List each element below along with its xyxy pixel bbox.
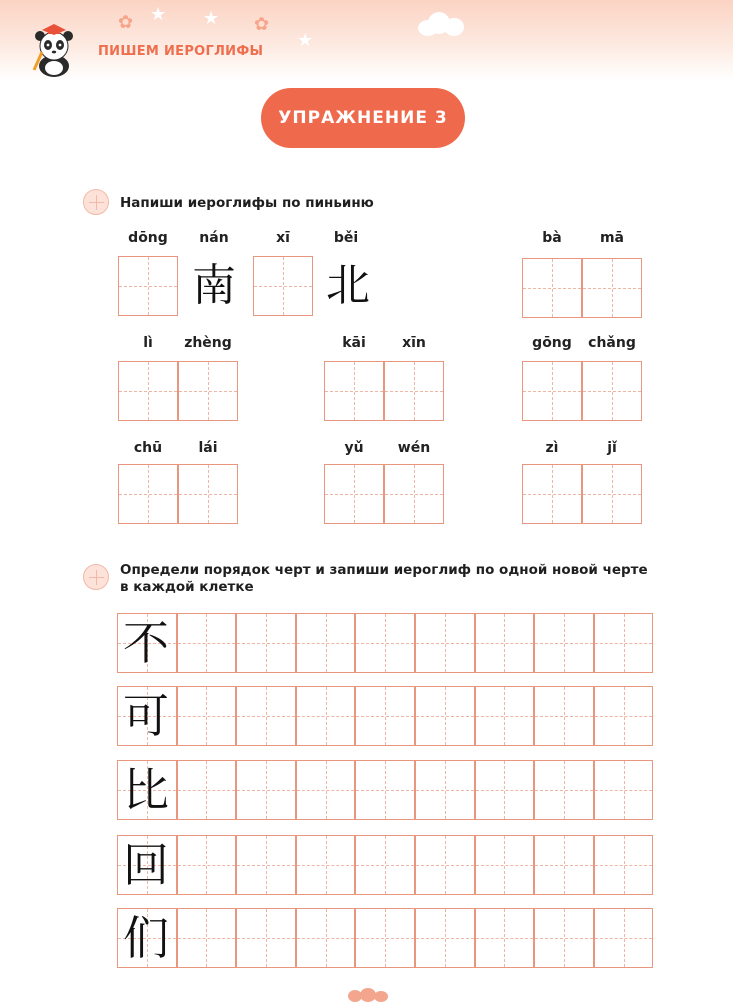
model-character: 回: [123, 838, 169, 892]
task2-instruction-line2: в каждой клетке: [120, 579, 254, 595]
practice-cell[interactable]: [594, 760, 654, 820]
writing-cell[interactable]: [178, 361, 238, 421]
model-character: 们: [123, 911, 169, 965]
practice-cell[interactable]: [236, 613, 296, 673]
practice-cell[interactable]: [177, 835, 237, 895]
panda-mascot-icon: [28, 22, 80, 78]
pinyin-label: mā: [599, 230, 625, 246]
practice-cell[interactable]: [177, 760, 237, 820]
practice-cell[interactable]: [475, 613, 535, 673]
pinyin-label: kāi: [342, 335, 366, 351]
practice-cell[interactable]: [534, 760, 594, 820]
star-icon: ★: [150, 4, 167, 25]
practice-cell[interactable]: [475, 835, 535, 895]
writing-cell[interactable]: [384, 464, 444, 524]
practice-cell[interactable]: [355, 908, 415, 968]
writing-cell[interactable]: [324, 361, 384, 421]
practice-cell[interactable]: [534, 613, 594, 673]
star-icon: ★: [203, 8, 220, 29]
practice-cell[interactable]: [296, 686, 356, 746]
writing-cell[interactable]: [522, 464, 582, 524]
pinyin-label: chū: [133, 440, 163, 456]
writing-cell[interactable]: [118, 256, 178, 316]
practice-cell[interactable]: [415, 908, 475, 968]
pinyin-label: xī: [276, 230, 290, 246]
practice-cell[interactable]: [296, 835, 356, 895]
flower-icon: ✿: [118, 12, 134, 33]
practice-cell[interactable]: [296, 613, 356, 673]
writing-cell[interactable]: [118, 464, 178, 524]
pinyin-label: běi: [333, 230, 359, 246]
task-marker-icon: [83, 189, 109, 215]
practice-cell[interactable]: [475, 908, 535, 968]
practice-cell[interactable]: [594, 908, 654, 968]
cloud-icon: [418, 12, 466, 38]
pinyin-label: gōng: [532, 335, 572, 351]
practice-cell[interactable]: [177, 686, 237, 746]
practice-cell[interactable]: [594, 613, 654, 673]
practice-cell[interactable]: [594, 835, 654, 895]
practice-cell[interactable]: [236, 908, 296, 968]
pinyin-label: wén: [397, 440, 431, 456]
model-character: 不: [123, 616, 169, 670]
practice-cell[interactable]: [177, 613, 237, 673]
sample-character: 南: [192, 260, 236, 311]
practice-cell[interactable]: [475, 760, 535, 820]
practice-cell[interactable]: [296, 760, 356, 820]
practice-cell[interactable]: [296, 908, 356, 968]
pinyin-label: bà: [542, 230, 562, 246]
model-character: 可: [123, 689, 169, 743]
writing-cell[interactable]: [582, 258, 642, 318]
practice-cell[interactable]: [236, 686, 296, 746]
sample-character: 北: [326, 260, 370, 311]
exercise-title: УПРАЖНЕНИЕ 3: [261, 88, 465, 148]
practice-cell[interactable]: [534, 835, 594, 895]
practice-cell[interactable]: [236, 760, 296, 820]
practice-cell[interactable]: [236, 835, 296, 895]
writing-cell[interactable]: [118, 361, 178, 421]
header-band: [0, 0, 733, 80]
flower-decoration-icon: [348, 988, 388, 1000]
practice-cell[interactable]: [355, 686, 415, 746]
writing-cell[interactable]: [582, 361, 642, 421]
writing-cell[interactable]: [253, 256, 313, 316]
pinyin-label: yǔ: [344, 440, 364, 456]
pinyin-label: chǎng: [588, 335, 636, 351]
practice-cell[interactable]: [415, 760, 475, 820]
writing-cell[interactable]: [522, 361, 582, 421]
practice-cell[interactable]: [415, 686, 475, 746]
brand-title: ПИШЕМ ИЕРОГЛИФЫ: [98, 44, 264, 59]
writing-cell[interactable]: [522, 258, 582, 318]
task2-instruction-line1: Определи порядок черт и запиши иероглиф по одной новой черте: [120, 562, 648, 578]
task1-instruction: Напиши иероглифы по пиньиню: [120, 195, 374, 211]
practice-cell[interactable]: [355, 613, 415, 673]
pinyin-label: zì: [545, 440, 559, 456]
practice-cell[interactable]: [594, 686, 654, 746]
task2-instruction: [120, 562, 648, 596]
task-marker-icon: [83, 564, 109, 590]
practice-cell[interactable]: [534, 686, 594, 746]
flower-icon: ✿: [254, 14, 270, 35]
practice-cell[interactable]: [534, 908, 594, 968]
pinyin-label: jǐ: [607, 440, 617, 456]
model-character: 比: [123, 763, 169, 817]
writing-cell[interactable]: [178, 464, 238, 524]
pinyin-label: xīn: [402, 335, 426, 351]
practice-cell[interactable]: [355, 835, 415, 895]
practice-cell[interactable]: [415, 835, 475, 895]
writing-cell[interactable]: [324, 464, 384, 524]
practice-cell[interactable]: [355, 760, 415, 820]
practice-cell[interactable]: [475, 686, 535, 746]
writing-cell[interactable]: [582, 464, 642, 524]
pinyin-label: lái: [198, 440, 218, 456]
star-icon: ★: [297, 30, 314, 51]
writing-cell[interactable]: [384, 361, 444, 421]
pinyin-label: dōng: [128, 230, 168, 246]
pinyin-label: zhèng: [184, 335, 232, 351]
practice-cell[interactable]: [177, 908, 237, 968]
pinyin-label: lì: [143, 335, 153, 351]
pinyin-label: nán: [199, 230, 229, 246]
practice-cell[interactable]: [415, 613, 475, 673]
